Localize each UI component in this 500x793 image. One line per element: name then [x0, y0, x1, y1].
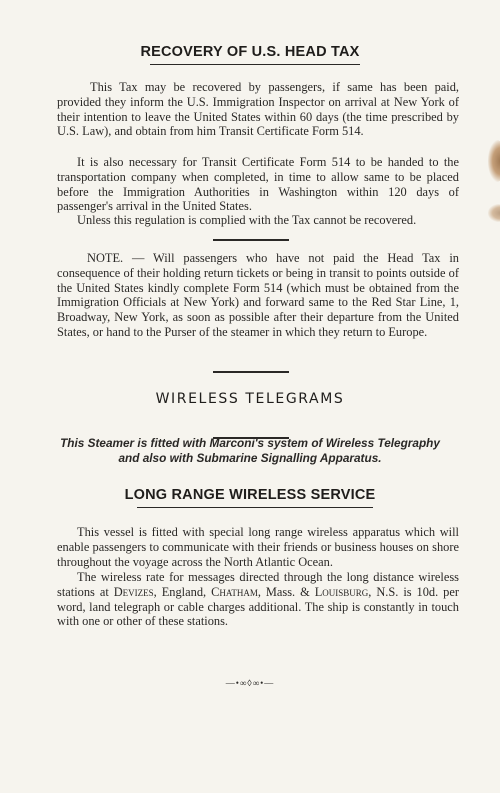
- long-range-paragraph-2: [57, 570, 459, 629]
- station-chatham: Chatham: [211, 584, 258, 599]
- paper-stain: [488, 140, 500, 182]
- marconi-notice: [40, 436, 460, 466]
- long-range-paragraph-1: This vessel is fitted with special long range wireless apparatus which will enable passengers to communicate with their friends or business houses on shore throughout the voyage across the North Atlantic Ocean.: [57, 525, 459, 569]
- head-tax-paragraph-2: It is also necessary for Transit Certificate Form 514 to be handed to the transportation company when completed, in time to allow same to be placed before the Immigration Authorities in Washington within 120 days of passenger's arrival in the United States.: [57, 155, 459, 214]
- head-tax-paragraph-3: Unless this regulation is complied with the Tax cannot be recovered.: [77, 213, 417, 227]
- rate-text-part-2: , England,: [153, 584, 212, 599]
- section-divider: [213, 239, 289, 241]
- rate-text-part-1: The wireless rate for messages directed through the long distance wireless stations at: [57, 570, 459, 599]
- marconi-notice-line-2: and also with Submarine Signalling Apparatus.: [118, 451, 382, 465]
- head-tax-heading: RECOVERY OF U.S. HEAD TAX: [140, 44, 360, 60]
- long-range-heading-underline: [137, 507, 373, 508]
- head-tax-paragraph-1: This Tax may be recovered by passengers, if same has been paid, provided they inform the U.S. Immigration Inspector on arrival at New York of their intention to leave the United States within 60 days (the time prescribed by U.S. Law), and obtain from him Transit Certificate Form 514.: [57, 80, 459, 139]
- decorative-ornament: —•∞◊∞•—: [225, 678, 275, 688]
- long-range-wireless-heading: LONG RANGE WIRELESS SERVICE: [124, 487, 376, 503]
- paper-stain: [488, 204, 500, 222]
- head-tax-heading-underline: [150, 64, 360, 65]
- marconi-notice-line-1: This Steamer is fitted with Marconi's system of Wireless Telegraphy: [60, 436, 440, 450]
- wireless-telegrams-heading: WIRELESS TELEGRAMS: [155, 391, 345, 407]
- rate-text-part-3: , Mass. &: [257, 584, 315, 599]
- section-divider: [213, 371, 289, 373]
- rate-text-part-4: , N.S. is 10d. per word, land telegraph or cable charges additional. The ship is constantly in touch with one or other of these stations.: [57, 584, 459, 629]
- station-devizes: Devizes: [113, 584, 154, 599]
- head-tax-note: NOTE. — Will passengers who have not paid the Head Tax in consequence of their holding return tickets or being in transit to points outside of the United States kindly complete Form 514 (which must be obtained from the Immigration Officials at New York) and forward same to the Red Star Line, 1, Broadway, New York, as soon as possible after their departure from the United States, or hand to the Purser of the steamer in which they return to Europe.: [57, 251, 459, 339]
- station-louisburg: Louisburg: [314, 584, 369, 599]
